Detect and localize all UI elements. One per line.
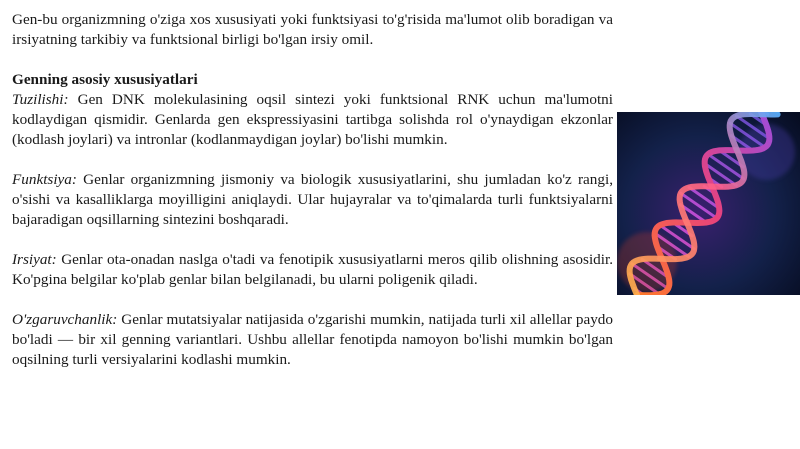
- property-heredity: [12, 250, 613, 290]
- intro-paragraph: Gen-bu organizmning o'ziga xos xususiyati yoki funktsiyasi to'g'risida ma'lumot olib boradigan va irsiyatning tarkibiy va funktsional birligi bo'lgan irsiy omil.: [12, 11, 613, 48]
- property-term: Irsiyat:: [12, 251, 57, 268]
- property-text: Genlar mutatsiyalar natijasida o'zgarishi mumkin, natijada turli xil allellar paydo bo'ladi — bir xil genning variantlari. Ushbu allellar fenotipda namoyon bo'lishi mumkin bo'lgan oqsilning turli versiyalarini kodlashi mumkin.: [12, 311, 613, 368]
- property-term: O'zgaruvchanlik:: [12, 311, 118, 328]
- property-text: Gen DNK molekulasining oqsil sintezi yoki funktsional RNK uchun ma'lumotni kodlaydigan qismidir. Genlarda gen ekspressiyasini tartibga solishda rol o'ynaydigan ekzonlar (kodlash joylari) va intronlar (kodlanmaydigan joylar) bo'lishi mumkin.: [12, 91, 613, 148]
- dna-helix-icon: [617, 112, 800, 295]
- property-term: Funktsiya:: [12, 171, 77, 188]
- property-function: [12, 170, 613, 230]
- section-heading: Genning asosiy xususiyatlari: [12, 71, 198, 88]
- article-text: [12, 10, 613, 390]
- property-variability: [12, 310, 613, 370]
- property-text: Genlar ota-onadan naslga o'tadi va fenotipik xususiyatlarni meros qilib olishning asosidir. Ko'pgina belgilar ko'plab genlar bilan belgilanadi, bu ularni poligenik qiladi.: [12, 251, 613, 288]
- property-structure: [12, 90, 613, 150]
- dna-helix-image: [617, 112, 800, 295]
- property-term: Tuzilishi:: [12, 91, 69, 108]
- property-text: Genlar organizmning jismoniy va biologik xususiyatlarini, shu jumladan ko'z rangi, o'sishi va kasalliklarga moyilligini aniqlaydi. Ular hujayralar va to'qimalarda turli funktsiyalarni bajaradigan oqsillarning sintezini boshqaradi.: [12, 171, 613, 228]
